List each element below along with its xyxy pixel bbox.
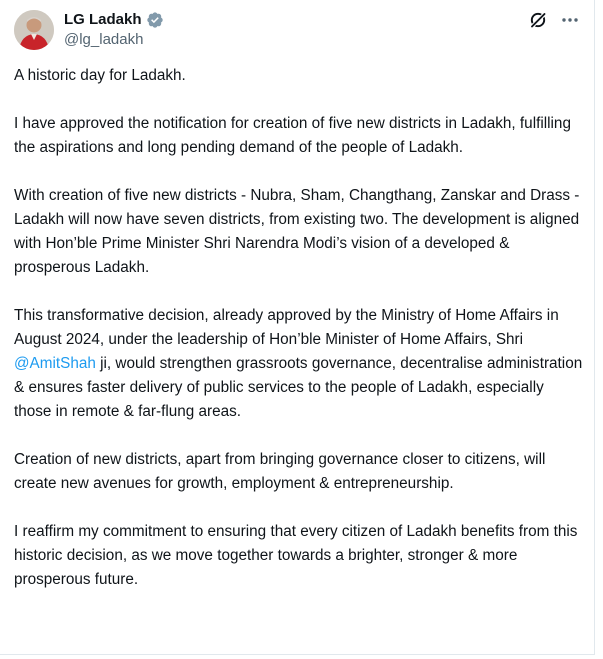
author-handle[interactable]: @lg_ladakh <box>64 31 144 48</box>
tweet-text-segment: This transformative decision, already approved by the Ministry of Home Affairs in August 2024, under the leadership of Hon’ble Minister of Home Affairs, Shri <box>14 307 563 348</box>
tweet-paragraph: A historic day for Ladakh. <box>14 67 186 84</box>
avatar-photo <box>14 10 54 50</box>
tweet-paragraph: I have approved the notification for creation of five new districts in Ladakh, fulfilling the aspirations and long pending demand of the people of Ladakh. <box>14 115 576 156</box>
grok-icon[interactable] <box>528 10 548 30</box>
tweet-paragraph: With creation of five new districts - Nubra, Sham, Changthang, Zanskar and Drass - Ladakh will now have seven districts, from existing two. The development is aligned with Hon’ble Prime Minister Shri Narendra Modi’s vision of a developed & prosperous Ladakh. <box>14 187 584 276</box>
tweet-header <box>14 8 580 52</box>
tweet-text <box>14 64 587 592</box>
tweet-text-segment: ji, would strengthen grassroots governance, decentralise administration & ensures faster delivery of public services to the people of Ladakh, especially those in remote & far-flung areas. <box>14 355 587 420</box>
author-block <box>64 10 164 50</box>
author-name[interactable]: LG Ladakh <box>64 11 142 28</box>
mention-link[interactable]: @AmitShah <box>14 355 96 372</box>
tweet-paragraph: Creation of new districts, apart from bringing governance closer to citizens, will create new avenues for growth, employment & entrepreneurship. <box>14 451 550 492</box>
tweet-paragraph <box>14 304 587 424</box>
verified-badge-icon <box>146 11 164 29</box>
header-actions <box>528 10 580 30</box>
avatar[interactable] <box>14 10 54 50</box>
more-icon[interactable] <box>560 10 580 30</box>
tweet-paragraph: I reaffirm my commitment to ensuring that every citizen of Ladakh benefits from this historic decision, as we move together towards a brighter, stronger & more prosperous future. <box>14 523 582 588</box>
